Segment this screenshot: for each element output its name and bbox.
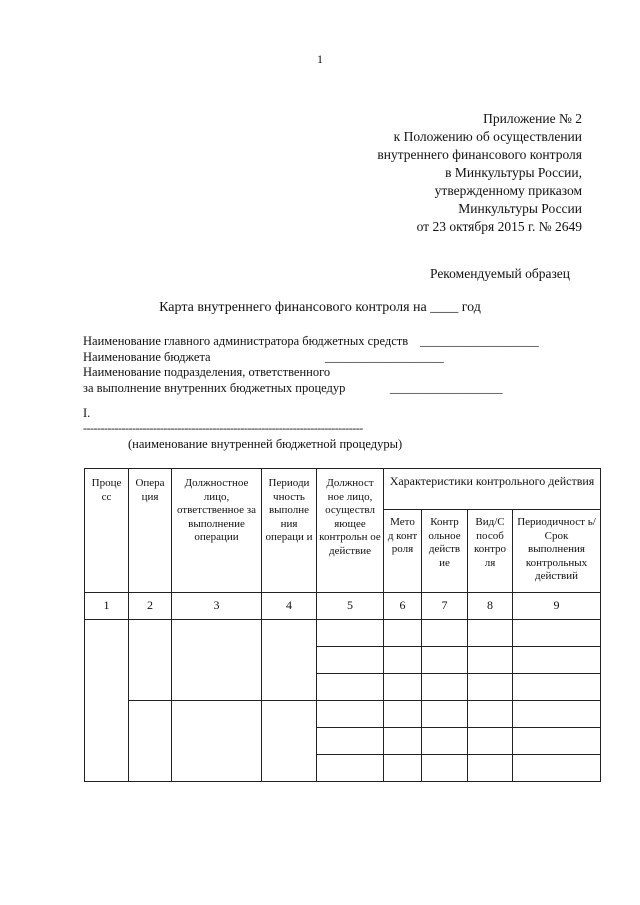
table-cell — [513, 755, 601, 782]
field-line-chief-administrator: ___________________ — [420, 334, 539, 348]
appendix-line: от 23 октября 2015 г. № 2649 — [416, 219, 582, 234]
column-number: 2 — [129, 593, 172, 620]
table-cell — [468, 701, 513, 728]
table-cell — [468, 647, 513, 674]
header-control-periodicity: Периодичност ь/Срок выполнения контрольных действий — [513, 510, 601, 593]
table-cell — [513, 647, 601, 674]
periodicity-cell — [262, 701, 317, 782]
field-row — [83, 334, 539, 350]
table-cell — [422, 701, 468, 728]
table-cell — [513, 728, 601, 755]
procedure-name-line: -------------------------------------------------------------------------------- — [83, 421, 363, 435]
responsible-cell — [172, 701, 262, 782]
column-number: 7 — [422, 593, 468, 620]
table-cell — [317, 701, 384, 728]
operation-cell — [129, 620, 172, 701]
table-cell — [513, 701, 601, 728]
appendix-block — [377, 110, 582, 236]
appendix-line: к Положению об осуществлении — [393, 129, 582, 144]
table-cell — [317, 674, 384, 701]
column-number: 4 — [262, 593, 317, 620]
control-card-table — [84, 468, 601, 782]
header-control-person: Должност ное лицо, осуществл яющее контрольн ое действие — [317, 469, 384, 593]
field-label-budget: Наименование бюджета — [83, 349, 211, 364]
field-line-budget: ___________________ — [325, 349, 444, 364]
column-number: 8 — [468, 593, 513, 620]
process-cell — [85, 620, 129, 782]
table-cell — [513, 674, 601, 701]
table-row — [85, 620, 601, 647]
table-cell — [384, 647, 422, 674]
header-periodicity: Периоди чность выполне ния операци и — [262, 469, 317, 593]
table-cell — [317, 620, 384, 647]
appendix-line: утвержденному приказом — [434, 183, 582, 198]
table-cell — [384, 674, 422, 701]
appendix-line: Приложение № 2 — [483, 111, 582, 126]
table-cell — [317, 755, 384, 782]
responsible-cell — [172, 620, 262, 701]
header-control-method: Мето д конт роля — [384, 510, 422, 593]
page-number: 1 — [317, 52, 323, 66]
periodicity-cell — [262, 620, 317, 701]
header-control-characteristics: Характеристики контрольного действия — [384, 469, 601, 510]
sample-label: Рекомендуемый образец — [429, 266, 570, 281]
table-cell — [468, 674, 513, 701]
header-control-type: Вид/С пособ контро ля — [468, 510, 513, 593]
field-label-chief-administrator: Наименование главного администратора бюджетных средств — [83, 334, 409, 348]
column-numbers-row — [85, 593, 601, 620]
column-number: 5 — [317, 593, 384, 620]
table-row — [85, 701, 601, 728]
table-cell — [468, 620, 513, 647]
table-cell — [422, 620, 468, 647]
section-number: I. — [83, 406, 91, 420]
table-cell — [384, 701, 422, 728]
table-cell — [422, 755, 468, 782]
field-line-department: __________________ — [390, 380, 503, 395]
column-number: 9 — [513, 593, 601, 620]
header-fields — [83, 334, 539, 396]
header-control-action: Контр ольное действ ие — [422, 510, 468, 593]
table-cell — [513, 620, 601, 647]
table-cell — [422, 647, 468, 674]
operation-cell — [129, 701, 172, 782]
column-number: 3 — [172, 593, 262, 620]
field-label-department-cont: за выполнение внутренних бюджетных процедур — [83, 380, 346, 395]
header-responsible-person: Должностное лицо, ответственное за выполнение операции — [172, 469, 262, 593]
card-title: Карта внутреннего финансового контроля на ____ год — [159, 300, 481, 315]
table-cell — [422, 728, 468, 755]
appendix-line: в Минкультуры России, — [445, 165, 582, 180]
table-header-row — [85, 469, 601, 510]
table-cell — [384, 755, 422, 782]
table-cell — [384, 728, 422, 755]
field-row — [83, 380, 503, 397]
appendix-line: Минкультуры России — [458, 201, 582, 216]
procedure-caption: (наименование внутренней бюджетной процедуры) — [128, 437, 403, 451]
table-cell — [317, 647, 384, 674]
header-operation: Опера ция — [129, 469, 172, 593]
table-cell — [317, 728, 384, 755]
field-label-department: Наименование подразделения, ответственного — [83, 365, 331, 379]
column-number: 6 — [384, 593, 422, 620]
field-row — [83, 349, 444, 366]
table-cell — [468, 728, 513, 755]
appendix-line: внутреннего финансового контроля — [377, 147, 582, 162]
table-cell — [384, 620, 422, 647]
header-process: Проце сс — [85, 469, 129, 593]
column-number: 1 — [85, 593, 129, 620]
table-cell — [422, 674, 468, 701]
table-cell — [468, 755, 513, 782]
field-row — [83, 365, 408, 381]
